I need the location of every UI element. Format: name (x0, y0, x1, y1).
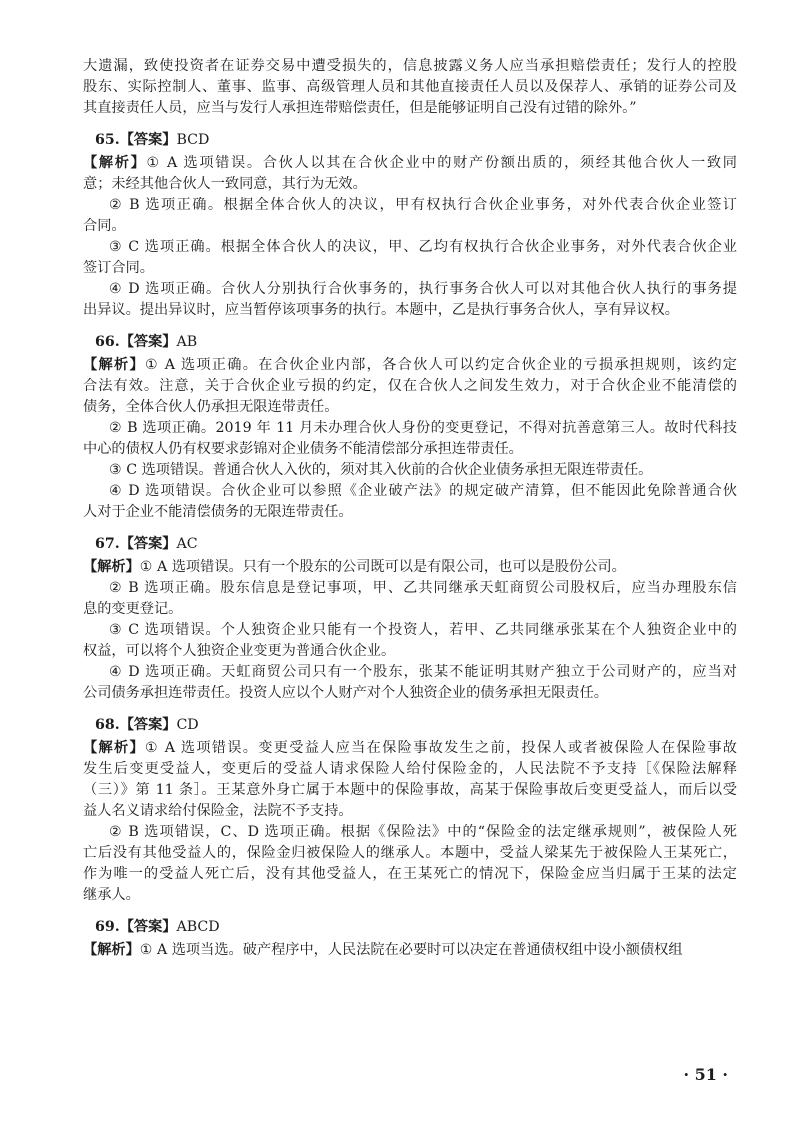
text-line (83, 557, 737, 578)
text-line: 息的变更登记。 (83, 601, 183, 617)
text-line: ④ D 选项正确。天虹商贸公司只有一个股东，张某不能证明其财产独立于公司财产的，应当对 (109, 664, 737, 680)
answer-heading (83, 534, 737, 555)
answer-heading (83, 917, 737, 938)
text-line: 股东、实际控制人、董事、监事、高级管理人员和其他直接责任人员以及保荐人、承销的证券公司及 (83, 79, 737, 95)
analysis-paragraph (83, 195, 737, 237)
text-line (83, 355, 737, 376)
text-line: 人对于企业不能清偿债务的无限连带责任。 (83, 504, 353, 520)
text-line: ② B 选项正确。股东信息是登记事项，甲、乙共同继承天虹商贸公司股权后，应当办理股东信 (109, 580, 737, 596)
analysis-paragraph (83, 620, 737, 662)
analysis-paragraph (83, 557, 737, 578)
analysis-label: 【解析】 (83, 357, 145, 373)
question-number: 68. (95, 717, 120, 733)
analysis-paragraph (83, 237, 737, 279)
text-line: 公司债务承担连带责任。投资人应以个人财产对个人独资企业的债务承担无限责任。 (83, 685, 608, 701)
answer-value: ABCD (176, 919, 220, 935)
analysis-paragraph (83, 460, 737, 481)
answer-label: 【答案】 (119, 132, 177, 148)
text-line (83, 940, 737, 961)
text-line: ② B 选项错误，C、D 选项正确。根据《保险法》中的“保险金的法定继承规则”，被保险人死 (109, 824, 737, 840)
text-line: 亡后没有其他受益人的，保险金归被保险人的继承人。本题中，受益人梁某先于被保险人王某死亡， (83, 845, 737, 861)
text-line: 债务，全体合伙人仍承担无限连带责任。 (83, 399, 339, 415)
intro-paragraph (83, 56, 737, 119)
analysis-text: ① A 选项正确。在合伙企业内部，各合伙人可以约定合伙企业的亏损承担规则，该约定 (144, 357, 737, 373)
text-line: 其直接责任人员，应当与发行人承担连带赔偿责任，但是能够证明自己没有过错的除外。” (83, 100, 637, 116)
answer-value: CD (176, 717, 199, 733)
text-line: ③ C 选项错误。普通合伙人入伙的，须对其入伙前的合伙企业债务承担无限连带责任。 (109, 462, 653, 478)
answer-heading (83, 130, 737, 151)
text-line: ④ D 选项正确。合伙人分别执行合伙事务的，执行事务合伙人可以对其他合伙人执行的事务提 (109, 281, 737, 297)
answer-block (83, 332, 737, 523)
question-number: 69. (95, 919, 120, 935)
answer-value: BCD (176, 132, 210, 148)
text-line: 合法有效。注意，关于合伙企业亏损的约定，仅在合伙人之间发生效力，对于合伙企业不能清偿的 (83, 378, 737, 394)
analysis-text: ① A 选项错误。合伙人以其在合伙企业中的财产份额出质的，须经其他合伙人一致同 (146, 155, 737, 171)
analysis-label: 【解析】 (83, 942, 140, 958)
page-number: · 51 · (683, 1065, 728, 1084)
text-line: 权益，可以将个人独资企业变更为普通合伙企业。 (83, 643, 396, 659)
analysis-text: ① A 选项错误。只有一个股东的公司既可以是有限公司，也可以是股份公司。 (139, 559, 626, 575)
text-line: 大遗漏，致使投资者在证券交易中遭受损失的，信息披露义务人应当承担赔偿责任；发行人的控股 (83, 58, 737, 74)
text-line: 发生后变更受益人，变更后的受益人请求保险人给付保险金的，人民法院不予支持［《保险法解释 (83, 761, 737, 777)
text-line: ④ D 选项错误。合伙企业可以参照《企业破产法》的规定破产清算，但不能因此免除普通合伙 (109, 483, 737, 499)
text-line: ③ C 选项正确。根据全体合伙人的决议，甲、乙均有权执行合伙企业事务，对外代表合伙企业 (109, 239, 737, 255)
text-line (83, 153, 737, 174)
question-number: 65. (95, 132, 120, 148)
text-line: 出异议。提出异议时，应当暂停该项事务的执行。本题中，乙是执行事务合伙人，享有异议权。 (83, 302, 679, 318)
analysis-paragraph (83, 822, 737, 906)
page-body (83, 56, 737, 961)
text-line: 意；未经其他合伙人一致同意，其行为无效。 (83, 176, 367, 192)
question-number: 67. (95, 536, 120, 552)
analysis-paragraph (83, 481, 737, 523)
analysis-paragraph (83, 153, 737, 195)
answer-block (83, 715, 737, 906)
analysis-paragraph (83, 279, 737, 321)
text-line: （三）》第 11 条］。王某意外身亡属于本题中的保险事故，高某于保险事故后变更受益人，而后以受 (83, 782, 737, 798)
analysis-paragraph (83, 578, 737, 620)
analysis-paragraph (83, 738, 737, 822)
answer-block (83, 130, 737, 321)
analysis-label: 【解析】 (83, 559, 140, 575)
text-line: 签订合同。 (83, 260, 154, 276)
analysis-paragraph (83, 355, 737, 418)
analysis-label: 【解析】 (83, 740, 145, 756)
answer-heading (83, 332, 737, 353)
text-line: ③ C 选项错误。个人独资企业只能有一个投资人，若甲、乙共同继承张某在个人独资企业中的 (109, 622, 737, 638)
text-line: ② B 选项正确。2019 年 11 月未办理合伙人身份的变更登记，不得对抗善意第三人。故时代科技 (109, 420, 737, 436)
text-line: 作为唯一的受益人死亡后，没有其他受益人，在王某死亡的情况下，保险金应当归属于王某的法定 (83, 866, 737, 882)
answer-block (83, 917, 737, 961)
answer-block (83, 534, 737, 704)
answer-label: 【答案】 (119, 334, 177, 350)
analysis-label: 【解析】 (83, 155, 147, 171)
answer-label: 【答案】 (119, 717, 177, 733)
analysis-paragraph (83, 940, 737, 961)
text-line: 合同。 (83, 218, 126, 234)
answer-heading (83, 715, 737, 736)
text-line: ② B 选项正确。根据全体合伙人的决议，甲有权执行合伙企业事务，对外代表合伙企业签订 (109, 197, 737, 213)
text-line: 继承人。 (83, 887, 140, 903)
analysis-text: ① A 选项错误。变更受益人应当在保险事故发生之前，投保人或者被保险人在保险事故 (144, 740, 737, 756)
analysis-paragraph (83, 662, 737, 704)
analysis-text: ① A 选项当选。破产程序中，人民法院在必要时可以决定在普通债权组中设小额债权组 (139, 942, 683, 958)
text-line (83, 738, 737, 759)
answer-value: AC (176, 536, 198, 552)
answer-label: 【答案】 (119, 536, 177, 552)
text-line: 中心的债权人仍有权要求彭锦对企业债务不能清偿部分承担连带责任。 (83, 441, 523, 457)
analysis-paragraph (83, 418, 737, 460)
question-number: 66. (95, 334, 120, 350)
text-line: 益人名义请求给付保险金，法院不予支持。 (83, 803, 353, 819)
answer-value: AB (176, 334, 198, 350)
answer-label: 【答案】 (119, 919, 177, 935)
